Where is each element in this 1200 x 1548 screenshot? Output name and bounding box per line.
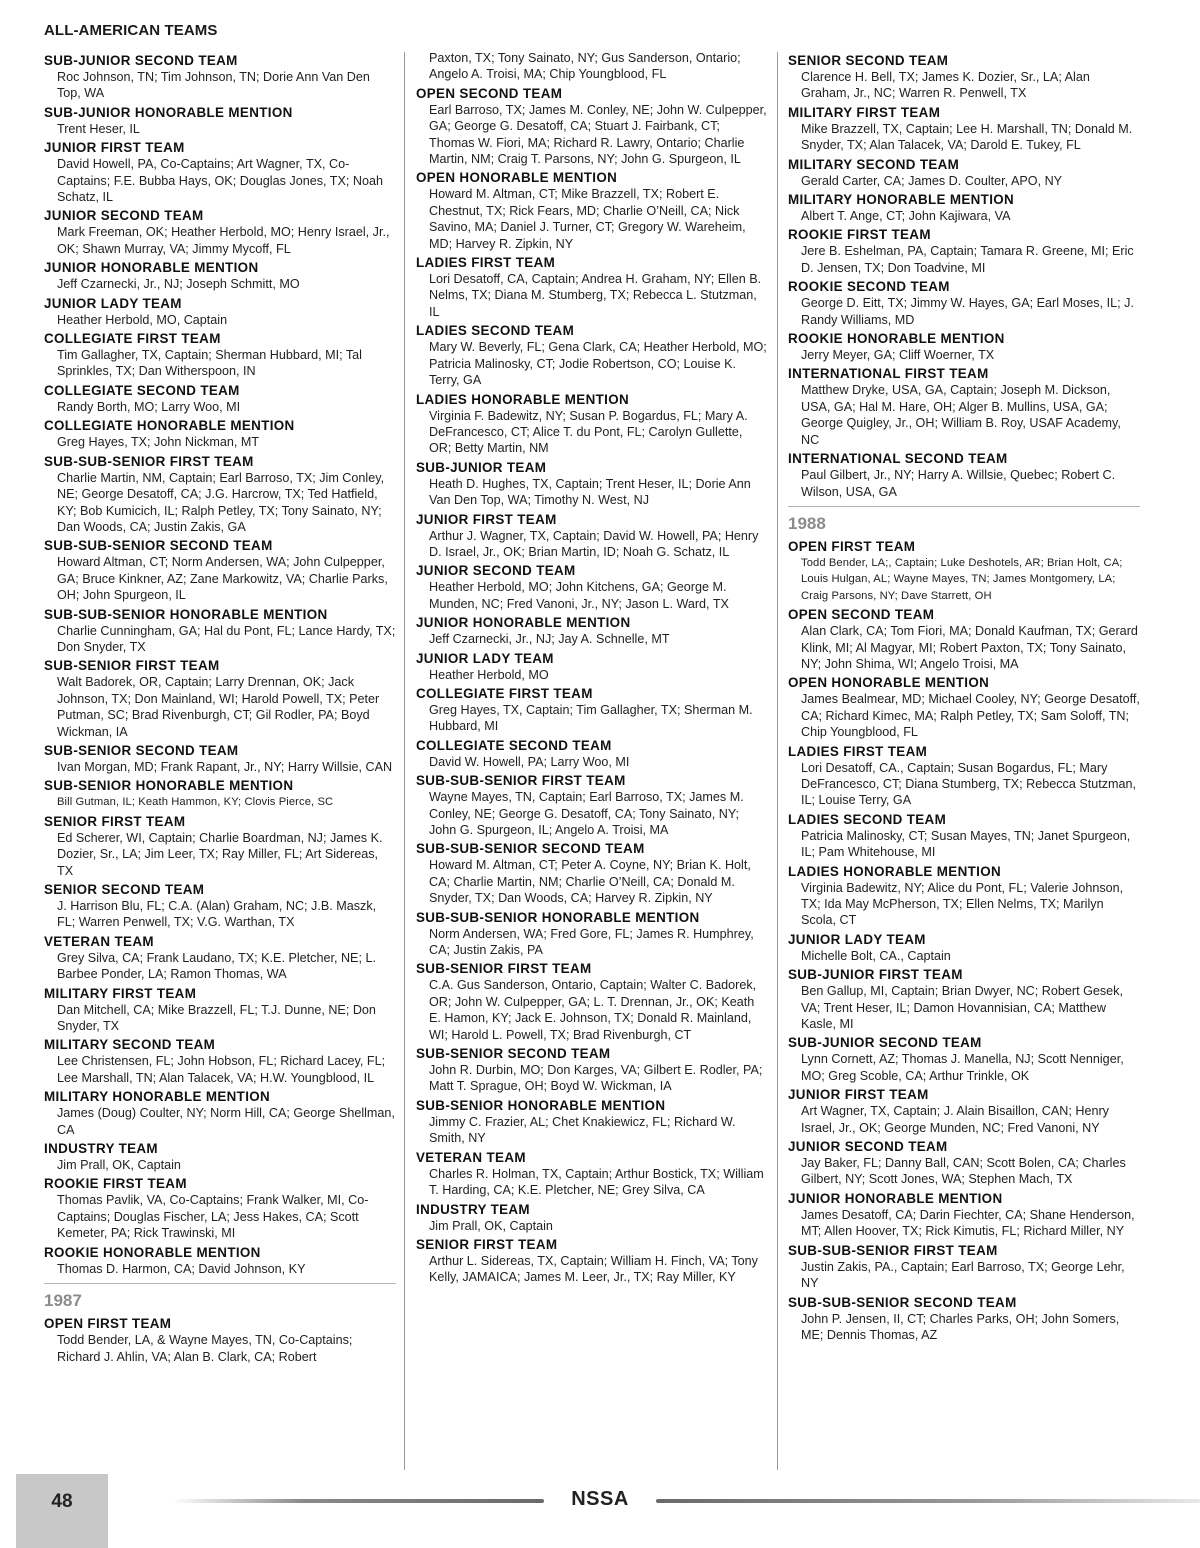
- team-section: [416, 840, 768, 906]
- team-members: Howard M. Altman, CT; Peter A. Coyne, NY; Brian K. Holt, CA; Charlie Martin, NM; Charlie O’Neill, CA; Donald M. Snyder, TX; Dan Woods, CA; Harvey R. Zipkin, NY: [429, 858, 751, 906]
- team-members: Michelle Bolt, CA., Captain: [801, 948, 951, 963]
- team-members: Albert T. Ange, CT; John Kajiwara, VA: [801, 209, 1011, 224]
- team-section: [788, 811, 1140, 861]
- team-section: [44, 104, 396, 137]
- team-heading: MILITARY FIRST TEAM: [788, 104, 941, 120]
- team-members: Norm Andersen, WA; Fred Gore, FL; James R. Humphrey, CA; Justin Zakis, PA: [429, 926, 754, 958]
- column-divider: [777, 52, 778, 1470]
- team-heading: INTERNATIONAL SECOND TEAM: [788, 451, 1008, 467]
- team-section: [416, 685, 768, 735]
- year-divider: [788, 506, 1140, 535]
- team-heading: OPEN FIRST TEAM: [44, 1316, 172, 1332]
- team-members: Jim Prall, OK, Captain: [429, 1218, 553, 1233]
- team-section: [788, 538, 1140, 604]
- team-section: [44, 606, 396, 656]
- team-members: Justin Zakis, PA., Captain; Earl Barroso, TX; George Lehr, NY: [801, 1259, 1125, 1291]
- team-heading: SUB-SUB-SENIOR FIRST TEAM: [788, 1242, 998, 1258]
- team-section: [788, 1242, 1140, 1292]
- team-heading: ROOKIE FIRST TEAM: [788, 227, 931, 243]
- team-section: [788, 743, 1140, 809]
- team-heading: INTERNATIONAL FIRST TEAM: [788, 366, 989, 382]
- team-members: Clarence H. Bell, TX; James K. Dozier, Sr., LA; Alan Graham, Jr., NC; Warren R. Penwell, TX: [801, 70, 1090, 101]
- team-section: [416, 772, 768, 838]
- team-section: [44, 1140, 396, 1173]
- page-number: 48: [51, 1491, 73, 1512]
- team-heading: JUNIOR FIRST TEAM: [44, 140, 185, 156]
- team-members: Roc Johnson, TN; Tim Johnson, TN; Dorie Ann Van Den Top, WA: [57, 70, 370, 101]
- team-members: Lori Desatoff, CA., Captain; Susan Bogardus, FL; Mary DeFrancesco, CT; Diana Stumberg, TX; Rebecca Stutzman, IL; Louise Terry, GA: [801, 760, 1137, 808]
- team-members: Wayne Mayes, TN, Captain; Earl Barroso, TX; James M. Conley, NE; George G. Desatoff, CA; Tony Sainato, NY; John G. Spurgeon, IL; Angelo A. Troisi, MA: [429, 790, 744, 837]
- team-members: Tim Gallagher, TX, Captain; Sherman Hubbard, MI; Tal Sprinkles, TX; Dan Witherspoon, IN: [57, 348, 362, 379]
- team-section: [44, 259, 396, 292]
- team-section: [44, 1175, 396, 1241]
- team-heading: COLLEGIATE FIRST TEAM: [44, 331, 221, 347]
- team-heading: LADIES SECOND TEAM: [788, 811, 947, 827]
- team-section: [416, 1149, 768, 1199]
- team-section: [788, 863, 1140, 929]
- team-heading: MILITARY SECOND TEAM: [788, 156, 960, 172]
- team-members: Jay Baker, FL; Danny Ball, CAN; Scott Bolen, CA; Charles Gilbert, NY; Scott Jones, WA; Stephen Mach, TX: [801, 1156, 1126, 1187]
- team-heading: JUNIOR FIRST TEAM: [416, 511, 557, 527]
- team-section: [416, 614, 768, 647]
- team-members: Charlie Cunningham, GA; Hal du Pont, FL; Lance Hardy, TX; Don Snyder, TX: [57, 623, 396, 654]
- team-members: Ed Scherer, WI, Captain; Charlie Boardman, NJ; James K. Dozier, Sr., LA; Jim Leer, TX; Ray Miller, FL; Art Sidereas, TX: [57, 830, 383, 878]
- year-divider: [44, 1283, 396, 1312]
- team-heading: JUNIOR SECOND TEAM: [788, 1139, 948, 1155]
- team-heading: MILITARY FIRST TEAM: [44, 985, 197, 1001]
- footer-brand: NSSA: [571, 1488, 629, 1510]
- team-members: George D. Eitt, TX; Jimmy W. Hayes, GA; Earl Moses, IL; J. Randy Williams, MD: [801, 296, 1134, 327]
- team-members: Earl Barroso, TX; James M. Conley, NE; John W. Culpepper, GA; George G. Desatoff, CA; Stuart J. Fairbank, CT; Thomas W. Fiori, MA; Richard R. Lawry, Ontario; Charlie Martin, NM; Craig T. Parsons, NY; John G. Spurgeon, IL: [429, 102, 767, 167]
- team-members: Ben Gallup, MI, Captain; Brian Dwyer, NC; Robert Gesek, VA; Trent Heser, IL; Damon Hovannisian, CA; Matthew Kasle, MI: [801, 984, 1123, 1032]
- team-members: Thomas D. Harmon, CA; David Johnson, KY: [57, 1261, 306, 1276]
- team-section: [416, 960, 768, 1043]
- team-members: Heather Herbold, MO; John Kitchens, GA; George M. Munden, NC; Fred Vanoni, Jr., NY; Jason L. Ward, TX: [429, 580, 729, 611]
- team-members: Grey Silva, CA; Frank Laudano, TX; K.E. Pletcher, NE; L. Barbee Ponder, LA; Ramon Thomas, WA: [57, 950, 376, 982]
- team-section: [416, 909, 768, 959]
- team-members: Lori Desatoff, CA, Captain; Andrea H. Graham, NY; Ellen B. Nelms, TX; Diana M. Stumberg, TX; Rebecca L. Stutzman, IL: [429, 272, 762, 319]
- team-section: [44, 1036, 396, 1086]
- team-section: [44, 453, 396, 536]
- team-members: C.A. Gus Sanderson, Ontario, Captain; Walter C. Badorek, OR; John W. Culpepper, GA; L. T. Drennan, Jr., OK; Keath E. Hamon, KY; Jack E. Johnson, TX; Donald R. Mainland, WI; Harold L. Powell, TX; Brad Rivenburgh, CT: [429, 978, 757, 1042]
- team-section: [44, 1088, 396, 1138]
- team-section: [44, 742, 396, 775]
- team-section: [44, 777, 396, 810]
- team-heading: OPEN HONORABLE MENTION: [788, 675, 990, 691]
- team-heading: SUB-JUNIOR SECOND TEAM: [788, 1035, 982, 1051]
- team-heading: LADIES HONORABLE MENTION: [416, 391, 629, 407]
- team-heading: MILITARY SECOND TEAM: [44, 1037, 216, 1053]
- team-heading: OPEN SECOND TEAM: [788, 607, 935, 623]
- team-heading: JUNIOR LADY TEAM: [44, 295, 182, 311]
- team-section: [788, 931, 1140, 964]
- team-heading: SUB-SENIOR FIRST TEAM: [44, 658, 220, 674]
- team-heading: LADIES FIRST TEAM: [788, 743, 928, 759]
- footer-rule-left: [172, 1499, 544, 1503]
- team-section: [416, 254, 768, 320]
- team-section: [416, 511, 768, 561]
- team-heading: COLLEGIATE SECOND TEAM: [416, 737, 612, 753]
- team-members: Mark Freeman, OK; Heather Herbold, MO; Henry Israel, Jr., OK; Shawn Murray, VA; Jimmy Mycoff, FL: [57, 225, 390, 256]
- team-section: [416, 322, 768, 388]
- team-members: Art Wagner, TX, Captain; J. Alain Bisaillon, CAN; Henry Israel, Jr., OK; George Munden, NC; Fred Vanoni, NY: [801, 1104, 1109, 1135]
- team-section: [44, 52, 396, 102]
- team-members: Arthur J. Wagner, TX, Captain; David W. Howell, PA; Henry D. Israel, Jr., OK; Brian Martin, ID; Noah G. Schatz, IL: [429, 528, 759, 559]
- team-section: [44, 330, 396, 380]
- team-heading: JUNIOR SECOND TEAM: [416, 563, 576, 579]
- team-heading: SUB-SUB-SENIOR SECOND TEAM: [416, 841, 645, 857]
- team-section: [788, 1086, 1140, 1136]
- team-members: Jeff Czarnecki, Jr., NJ; Joseph Schmitt, MO: [57, 277, 300, 292]
- team-section: [416, 737, 768, 770]
- team-heading: SUB-SENIOR HONORABLE MENTION: [416, 1097, 666, 1113]
- team-heading: OPEN FIRST TEAM: [788, 538, 916, 554]
- team-members: Ivan Morgan, MD; Frank Rapant, Jr., NY; Harry Willsie, CAN: [57, 759, 393, 774]
- team-members: Jeff Czarnecki, Jr., NJ; Jay A. Schnelle, MT: [429, 632, 670, 647]
- team-members: Jerry Meyer, GA; Cliff Woerner, TX: [801, 348, 995, 363]
- column-2: [416, 50, 768, 1287]
- team-section: [788, 450, 1140, 500]
- team-heading: SUB-JUNIOR HONORABLE MENTION: [44, 104, 293, 120]
- team-heading: OPEN HONORABLE MENTION: [416, 170, 618, 186]
- team-members: James Bealmear, MD; Michael Cooley, NY; George Desatoff, CA; Richard Kimec, MA; Ralph Petley, TX; Sam Soloff, TN; Chip Youngblood, FL: [801, 692, 1140, 740]
- team-members: Greg Hayes, TX, Captain; Tim Gallagher, TX; Sherman M. Hubbard, MI: [429, 702, 753, 734]
- page-number-box: [16, 1474, 108, 1548]
- team-section: [416, 459, 768, 509]
- team-section: [788, 226, 1140, 276]
- team-members: Paxton, TX; Tony Sainato, NY; Gus Sanderson, Ontario; Angelo A. Troisi, MA; Chip Youngblood, FL: [429, 51, 741, 82]
- team-heading: JUNIOR SECOND TEAM: [44, 208, 204, 224]
- column-3: [788, 50, 1140, 1344]
- team-section: [416, 650, 768, 683]
- team-section: [44, 933, 396, 983]
- team-heading: MILITARY HONORABLE MENTION: [788, 192, 1015, 208]
- year-rule: [44, 1283, 396, 1284]
- team-members: J. Harrison Blu, FL; C.A. (Alan) Graham, NC; J.B. Maszk, FL; Warren Penwell, TX; V.G. Warthan, TX: [57, 899, 377, 930]
- team-members: Heath D. Hughes, TX, Captain; Trent Heser, IL; Dorie Ann Van Den Top, WA; Timothy N. West, NJ: [429, 476, 751, 508]
- footer-rule-right: [656, 1499, 1200, 1503]
- team-section: [44, 1244, 396, 1277]
- team-heading: MILITARY HONORABLE MENTION: [44, 1089, 271, 1105]
- team-heading: ROOKIE FIRST TEAM: [44, 1176, 187, 1192]
- team-section: [788, 1190, 1140, 1240]
- team-section: [788, 156, 1140, 189]
- team-heading: SUB-SENIOR HONORABLE MENTION: [44, 778, 294, 794]
- team-members: Howard Altman, CT; Norm Andersen, WA; John Culpepper, GA; Bruce Kinkner, AZ; Zane Markowitz, VA; Charlie Parks, OH; John Spurgeon, IL: [57, 555, 388, 603]
- team-section: [788, 1138, 1140, 1188]
- team-section: [44, 295, 396, 328]
- team-heading: SENIOR FIRST TEAM: [44, 813, 186, 829]
- team-members: Gerald Carter, CA; James D. Coulter, APO, NY: [801, 173, 1063, 188]
- team-heading: SUB-SUB-SENIOR SECOND TEAM: [788, 1294, 1017, 1310]
- team-members: Virginia F. Badewitz, NY; Susan P. Bogardus, FL; Mary A. DeFrancesco, CT; Alice T. du Pont, FL; Carolyn Gullette, OR; Betty Martin, NM: [429, 408, 748, 456]
- team-members: Walt Badorek, OR, Captain; Larry Drennan, OK; Jack Johnson, TX; Don Mainland, WI; Harold Powell, TX; Peter Putman, SC; Brad Rivenburgh, CT; Gil Rodler, PA; Boyd Wickman, IA: [57, 675, 380, 739]
- team-heading: SUB-SUB-SENIOR SECOND TEAM: [44, 538, 273, 554]
- team-members: David W. Howell, PA; Larry Woo, MI: [429, 754, 630, 769]
- team-section: [416, 169, 768, 252]
- team-section: [788, 1034, 1140, 1084]
- team-heading: SUB-SENIOR SECOND TEAM: [416, 1046, 611, 1062]
- team-members: Arthur L. Sidereas, TX, Captain; William H. Finch, VA; Tony Kelly, JAMAICA; James M. Leer, Jr., TX; Ray Miller, KY: [429, 1253, 758, 1285]
- team-section: [44, 537, 396, 603]
- team-section: [416, 562, 768, 612]
- team-section: [44, 1315, 396, 1365]
- team-heading: SENIOR FIRST TEAM: [416, 1236, 558, 1252]
- team-heading: ROOKIE HONORABLE MENTION: [44, 1244, 261, 1260]
- team-heading: OPEN SECOND TEAM: [416, 85, 563, 101]
- team-members: Todd Bender, LA, & Wayne Mayes, TN, Co-Captains; Richard J. Ahlin, VA; Alan B. Clark, CA; Robert: [57, 1333, 353, 1364]
- team-members: Patricia Malinosky, CT; Susan Mayes, TN; Janet Spurgeon, IL; Pam Whitehouse, MI: [801, 828, 1131, 860]
- team-members: Todd Bender, LA;, Captain; Luke Deshotels, AR; Brian Holt, CA; Louis Hulgan, AL; Wayne Mayes, TN; James Montgomery, LA; Craig Parsons, NY; Dave Starrett, OH: [801, 556, 1123, 602]
- team-section: [416, 1201, 768, 1234]
- team-heading: SUB-SUB-SENIOR FIRST TEAM: [44, 453, 254, 469]
- team-heading: INDUSTRY TEAM: [44, 1141, 158, 1157]
- team-heading: COLLEGIATE FIRST TEAM: [416, 685, 593, 701]
- team-members: Jere B. Eshelman, PA, Captain; Tamara R. Greene, MI; Eric D. Jensen, TX; Don Toadvine, MI: [801, 244, 1134, 275]
- team-section: [44, 382, 396, 415]
- team-section: [788, 674, 1140, 740]
- team-members: James (Doug) Coulter, NY; Norm Hill, CA; George Shellman, CA: [57, 1106, 395, 1137]
- team-section: [416, 1236, 768, 1286]
- team-section: [788, 52, 1140, 102]
- team-section: [788, 330, 1140, 363]
- team-section: [788, 365, 1140, 448]
- team-members: David Howell, PA, Co-Captains; Art Wagner, TX, Co-Captains; F.E. Bubba Hays, OK; Douglas Jones, TX; Noah Schatz, IL: [57, 157, 383, 205]
- team-members: Bill Gutman, IL; Keath Hammon, KY; Clovis Pierce, SC: [57, 796, 334, 809]
- team-section: [44, 417, 396, 450]
- team-members: Greg Hayes, TX; John Nickman, MT: [57, 435, 260, 450]
- team-members: Thomas Pavlik, VA, Co-Captains; Frank Walker, MI, Co-Captains; Douglas Fischer, LA; Jess Hakes, CA; Scott Kemeter, PA; Rick Trawinski, MI: [57, 1193, 369, 1241]
- team-section: [44, 813, 396, 879]
- team-members: Lee Christensen, FL; John Hobson, FL; Richard Lacey, FL; Lee Marshall, TN; Alan Talacek, VA; H.W. Youngblood, IL: [57, 1054, 386, 1085]
- team-section: [788, 191, 1140, 224]
- team-section: [44, 985, 396, 1035]
- team-section: [416, 391, 768, 457]
- team-heading: JUNIOR HONORABLE MENTION: [416, 615, 631, 631]
- team-members: Mike Brazzell, TX, Captain; Lee H. Marshall, TN; Donald M. Snyder, TX; Alan Talacek, VA; Darold E. Tukey, FL: [801, 121, 1133, 153]
- team-section: [416, 85, 768, 168]
- team-heading: JUNIOR FIRST TEAM: [788, 1087, 929, 1103]
- team-members: Jimmy C. Frazier, AL; Chet Knakiewicz, FL; Richard W. Smith, NY: [429, 1114, 736, 1146]
- team-section: [788, 1294, 1140, 1344]
- year-heading: 1987: [44, 1291, 82, 1311]
- column-divider: [404, 52, 405, 1470]
- team-members: Matthew Dryke, USA, GA, Captain; Joseph M. Dickson, USA, GA; Hal M. Hare, OH; Alger B. Mullins, USA, GA; George Quigley, Jr., OH; William B. Roy, USAF Academy, NC: [801, 383, 1121, 447]
- team-members: Virginia Badewitz, NY; Alice du Pont, FL; Valerie Johnson, TX; Ida May McPherson, TX; Ellen Nelms, TX; Marilyn Scola, CT: [801, 880, 1124, 928]
- team-section: [44, 139, 396, 205]
- team-heading: JUNIOR LADY TEAM: [416, 650, 554, 666]
- team-heading: VETERAN TEAM: [44, 933, 154, 949]
- team-heading: SUB-SUB-SENIOR HONORABLE MENTION: [44, 606, 328, 622]
- team-members: Dan Mitchell, CA; Mike Brazzell, FL; T.J. Dunne, NE; Don Snyder, TX: [57, 1002, 376, 1034]
- team-section: [788, 966, 1140, 1032]
- team-heading: SENIOR SECOND TEAM: [44, 882, 205, 897]
- team-heading: INDUSTRY TEAM: [416, 1201, 530, 1217]
- team-members: Mary W. Beverly, FL; Gena Clark, CA; Heather Herbold, MO; Patricia Malinosky, CT; Jodie Robertson, CO; Louise K. Terry, GA: [429, 340, 767, 388]
- team-members: Jim Prall, OK, Captain: [57, 1158, 181, 1173]
- year-rule: [788, 506, 1140, 507]
- team-members: Heather Herbold, MO, Captain: [57, 312, 228, 327]
- team-members: Charles R. Holman, TX, Captain; Arthur Bostick, TX; William T. Harding, CA; K.E. Pletcher, NE; Grey Silva, CA: [429, 1166, 764, 1198]
- team-members: Howard M. Altman, CT; Mike Brazzell, TX; Robert E. Chestnut, TX; Rick Fears, MD; Charlie O’Neill, CA; Nick Savino, MA; Daniel J. Turner, CT; Gregory W. Wareheim, MD; Harvey R. Zipkin, NY: [429, 187, 746, 251]
- team-heading: JUNIOR HONORABLE MENTION: [44, 260, 259, 276]
- team-section: [416, 1045, 768, 1095]
- team-section: [788, 104, 1140, 154]
- team-heading: SUB-JUNIOR TEAM: [416, 459, 547, 475]
- team-heading: JUNIOR LADY TEAM: [788, 931, 926, 947]
- team-members: John R. Durbin, MO; Don Karges, VA; Gilbert E. Rodler, PA; Matt T. Sprague, OH; Boyd W. Wickman, IA: [429, 1063, 763, 1094]
- team-section: [44, 881, 396, 931]
- team-heading: SUB-SUB-SENIOR HONORABLE MENTION: [416, 909, 700, 925]
- team-members: Randy Borth, MO; Larry Woo, MI: [57, 399, 241, 414]
- team-members: Paul Gilbert, Jr., NY; Harry A. Willsie, Quebec; Robert C. Wilson, USA, GA: [801, 468, 1116, 499]
- team-heading: SUB-SENIOR FIRST TEAM: [416, 961, 592, 977]
- column-1: [44, 50, 396, 1366]
- team-members: Lynn Cornett, AZ; Thomas J. Manella, NJ; Scott Nenniger, MO; Greg Scoble, CA; Arthur Trinkle, OK: [801, 1052, 1124, 1083]
- team-section: [44, 657, 396, 740]
- team-heading: LADIES SECOND TEAM: [416, 323, 575, 339]
- team-heading: SUB-JUNIOR FIRST TEAM: [788, 967, 963, 983]
- team-section: [788, 606, 1140, 672]
- team-heading: JUNIOR HONORABLE MENTION: [788, 1190, 1003, 1206]
- team-heading: COLLEGIATE SECOND TEAM: [44, 382, 240, 398]
- team-heading: SUB-JUNIOR SECOND TEAM: [44, 53, 238, 68]
- team-heading: VETERAN TEAM: [416, 1149, 526, 1165]
- team-members: James Desatoff, CA; Darin Fiechter, CA; Shane Henderson, MT; Allen Hoover, TX; Rick Kimutis, FL; Richard Miller, NY: [801, 1207, 1135, 1239]
- year-heading: 1988: [788, 513, 826, 533]
- team-members: Charlie Martin, NM, Captain; Earl Barroso, TX; Jim Conley, NE; George Desatoff, CA; J.G. Harcrow, TX; Ted Hatfield, KY; Bob Kumicich, IL; Ralph Petley, TX; Tony Sainato, NY; Dan Woods, CA; Justin Zakis, GA: [57, 470, 385, 534]
- team-heading: SUB-SENIOR SECOND TEAM: [44, 742, 239, 758]
- page-title: ALL-AMERICAN TEAMS: [44, 22, 218, 39]
- team-heading: ROOKIE HONORABLE MENTION: [788, 331, 1005, 347]
- team-section: [44, 207, 396, 257]
- team-heading: ROOKIE SECOND TEAM: [788, 279, 950, 295]
- team-heading: LADIES FIRST TEAM: [416, 255, 556, 271]
- team-heading: COLLEGIATE HONORABLE MENTION: [44, 418, 295, 434]
- team-members: John P. Jensen, II, CT; Charles Parks, OH; John Somers, ME; Dennis Thomas, AZ: [801, 1311, 1120, 1342]
- team-section: [788, 278, 1140, 328]
- team-members: Trent Heser, IL: [57, 121, 140, 136]
- team-heading: SUB-SUB-SENIOR FIRST TEAM: [416, 773, 626, 789]
- team-heading: SENIOR SECOND TEAM: [788, 53, 949, 68]
- team-members: Alan Clark, CA; Tom Fiori, MA; Donald Kaufman, TX; Gerard Klink, MI; Al Magyar, MI; Robert Paxton, TX; Tony Sainato, NY; John Shima, WI; Angelo Troisi, MA: [801, 624, 1138, 671]
- team-members: Heather Herbold, MO: [429, 667, 549, 682]
- continued-entry: [416, 50, 768, 83]
- team-heading: LADIES HONORABLE MENTION: [788, 863, 1001, 879]
- team-section: [416, 1097, 768, 1147]
